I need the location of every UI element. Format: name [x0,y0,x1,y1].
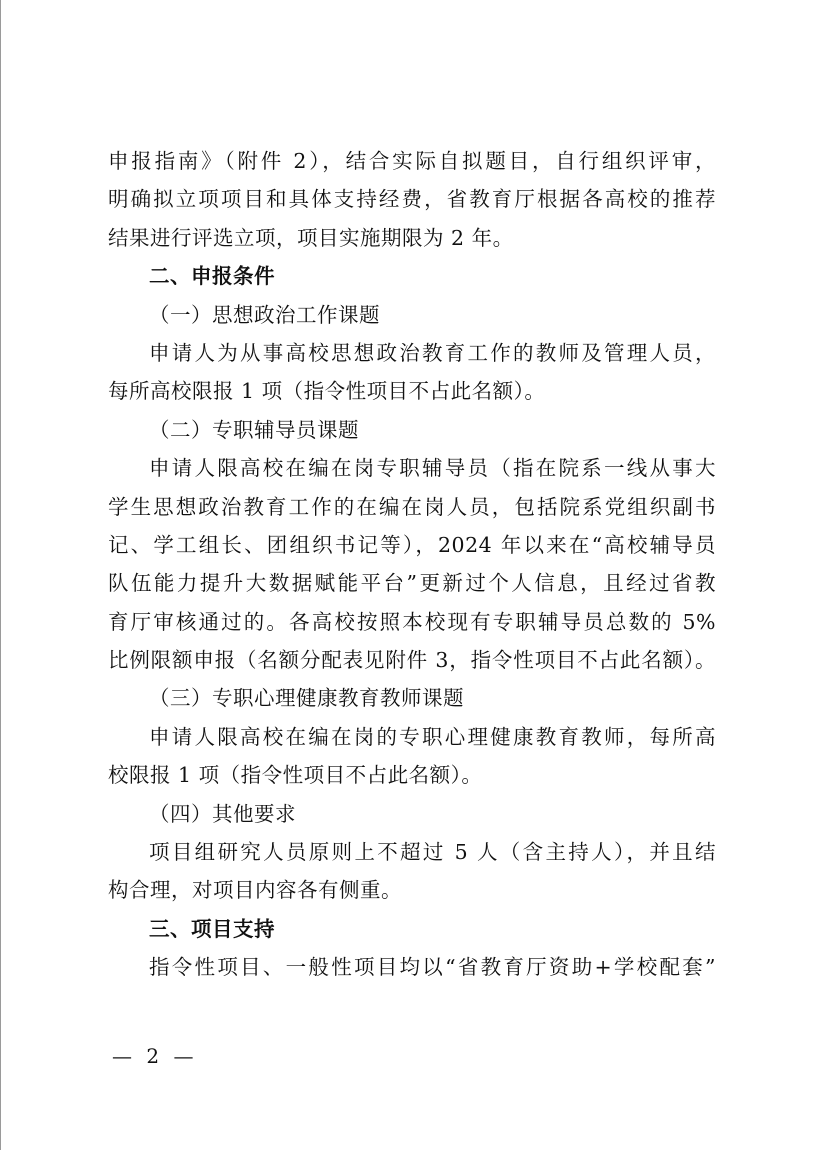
paragraph-line: 结果进行评选立项，项目实施期限为 2 年。 [108,225,514,250]
paragraph-line: 育厅审核通过的。各高校按照本校现有专职辅导员总数的 5% [108,609,716,634]
paragraph-line: 明确拟立项项目和具体支持经费，省教育厅根据各高校的推荐 [108,187,716,212]
paragraph-line: 比例限额申报（名额分配表见附件 3，指令性项目不占此名额）。 [108,648,716,673]
paragraph-line: 指令性项目、一般性项目均以“省教育厅资助+学校配套” [149,955,716,980]
subsection-heading-2: （二）专职辅导员课题 [149,417,359,442]
paragraph-line: 申请人限高校在编在岗的专职心理健康教育教师，每所高 [149,724,716,749]
paragraph-line: 构合理，对项目内容各有侧重。 [108,878,402,903]
paragraph-line: 申请人为从事高校思想政治教育工作的教师及管理人员， [149,340,716,365]
section-heading-support: 三、项目支持 [149,916,275,941]
subsection-heading-4: （四）其他要求 [149,801,296,826]
paragraph-line: 申报指南》（附件 2），结合实际自拟题目，自行组织评审， [108,149,716,173]
subsection-heading-3: （三）专职心理健康教育教师课题 [149,686,464,711]
paragraph-line: 每所高校限报 1 项（指令性项目不占此名额）。 [108,379,546,404]
paragraph-line: 申请人限高校在编在岗专职辅导员（指在院系一线从事大 [149,456,716,481]
paragraph-line: 学生思想政治教育工作的在编在岗人员，包括院系党组织副书 [108,494,716,519]
page-left-border [0,0,1,1150]
paragraph-line: 校限报 1 项（指令性项目不占此名额）。 [108,763,483,788]
section-heading-conditions: 二、申报条件 [149,264,275,289]
subsection-heading-1: （一）思想政治工作课题 [149,302,380,327]
paragraph-line: 队伍能力提升大数据赋能平台”更新过个人信息，且经过省教 [108,571,716,596]
document-body [108,142,716,987]
page-number: — 2 — [112,1044,198,1068]
paragraph-line: 记、学工组长、团组织书记等），2024 年以来在“高校辅导员 [108,532,716,557]
paragraph-line: 项目组研究人员原则上不超过 5 人（含主持人），并且结 [149,840,716,865]
